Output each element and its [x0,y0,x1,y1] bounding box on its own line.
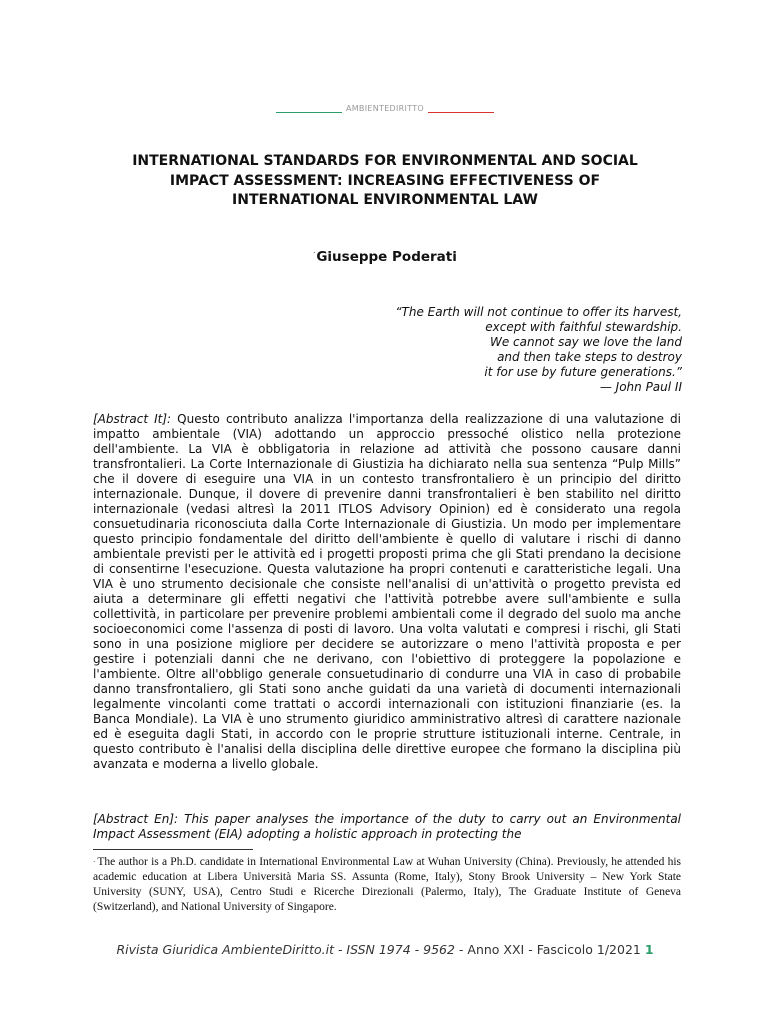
epigraph-attribution: — John Paul II [599,380,682,394]
epigraph-line-2: except with faithful stewardship. [485,320,682,334]
abstract-en-label: [Abstract En]: [93,812,179,826]
abstract-english [93,812,681,842]
abstract-it-text: Questo contributo analizza l'importanza della realizzazione di una valutazione di impatto ambientale (VIA) adottando un approccio pressoché olistico nella protezione dell'ambiente. La VIA è obbligatoria in relazione ad attività che possono causare danni transfrontalieri. La Corte Internazionale di Giustizia ha dichiarato nella sua sentenza “Pulp Mills” che il dovere di eseguire una VIA in un contesto transfrontaliero è un principio del diritto internazionale. Dunque, il dovere di prevenire danni transfrontalieri è ben stabilito nel diritto internazionale (vedasi altresì la 2011 ITLOS Advisory Opinion) ed è considerato una regola consuetudinaria riconosciuta dalla Corte Internazionale di Giustizia. Un modo per implementare questo principio fondamentale del diritto dell'ambiente è quello di valutare i rischi di danno ambientale previsti per le attività ed i progetti proposti prima che gli Stati prendano la decisione di consentirne l'esecuzione. Questa valutazione ha propri contenuti e caratteristiche legali. Una VIA è uno strumento decisionale che consiste nell'analisi di un'attività o progetto prevista ed aiuta a determinare gli effetti negativi che l'attività potrebbe avere sull'ambiente e sulla collettività, in particolare per prevenire problemi ambientali come il degrado del suolo ma anche socioeconomici come l'assenza di posti di lavoro. Una volta valutati e compresi i rischi, gli Stati sono in una posizione migliore per decidere se autorizzare o meno l'attività proposta e per gestire i potenziali danni che ne derivano, con l'obiettivo di proteggere la popolazione e l'ambiente. Oltre all'obbligo generale consuetudinario di condurre una VIA in caso di probabile danno transfrontaliero, gli Stati sono anche guidati da una varietà di documenti internazionali legalmente vincolanti come trattati o accordi internazionali con istituzioni finanziarie (es. la Banca Mondiale). La VIA è uno strumento giuridico amministrativo altresì di carattere nazionale ed è eseguita dagli Stati, in accordo con le proprie strutture istituzionali interne. Centrale, in questo contributo è l'analisi della disciplina delle direttive europee che formano la disciplina più avanzata e moderna a livello globale. [93,412,681,771]
header-red-line [428,112,494,113]
footer-issue: - Anno XXI - Fascicolo 1/2021 [454,942,641,957]
author-line [0,249,770,265]
epigraph-line-4: and then take steps to destroy [497,350,682,364]
epigraph-line-3: We cannot say we love the land [489,335,682,349]
author-name: Giuseppe Poderati [316,249,457,265]
page-number: 1 [644,942,654,957]
header-green-line [276,112,342,113]
title-line-1: INTERNATIONAL STANDARDS FOR ENVIRONMENTAL AND SOCIAL [132,153,638,169]
author-footnote-mark: · [313,249,316,257]
abstract-en-text: This paper analyses the importance of the duty to carry out an Environmental Impact Assessment (EIA) adopting a holistic approach in protecting the [93,812,681,841]
title-line-3: INTERNATIONAL ENVIRONMENTAL LAW [232,192,538,208]
journal-header [0,103,770,113]
footnote-text: The author is a Ph.D. candidate in International Environmental Law at Wuhan University (China). Previously, he attended his academic education at Libera Università Maria SS. Assunta (Rome, Italy), Stony Brook University – New York State University (SUNY, USA), Centro Studi e Ricerche Direzionali (Palermo, Italy), The Graduate Institute of Geneva (Switzerland), and National University of Singapore. [93,856,681,913]
footer-journal: Rivista Giuridica AmbienteDiritto.it - ISSN 1974 - 9562 [116,942,455,957]
footnote [93,855,681,915]
page-footer [0,942,770,957]
abstract-italian [93,412,681,772]
epigraph-line-5: it for use by future generations.” [484,365,682,379]
paper-title [80,152,690,211]
epigraph-line-1: “The Earth will not continue to offer its harvest, [395,305,682,319]
abstract-it-label: [Abstract It]: [93,412,172,426]
footnote-mark: · [93,858,96,866]
title-line-2: IMPACT ASSESSMENT: INCREASING EFFECTIVENESS OF [169,172,601,189]
journal-mark-text: AMBIENTEDIRITTO [345,103,425,113]
footnote-separator [93,849,253,850]
epigraph [282,305,682,395]
